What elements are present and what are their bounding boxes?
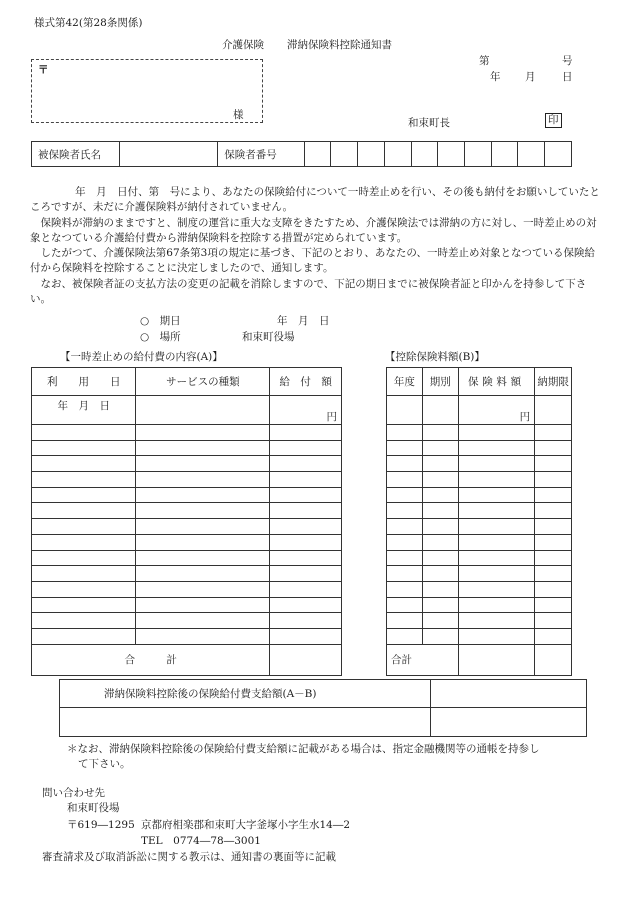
table-row[interactable] (422, 425, 458, 441)
table-row[interactable] (32, 628, 136, 644)
table-row[interactable] (458, 503, 535, 519)
table-row[interactable] (270, 597, 342, 613)
col-due: 納期限 (535, 368, 572, 396)
table-row[interactable] (32, 456, 136, 472)
table-row[interactable] (136, 472, 270, 488)
issuer-name: 和束町長 (408, 117, 450, 129)
number-digit[interactable] (465, 142, 492, 167)
table-row[interactable] (136, 519, 270, 535)
body-text (30, 185, 602, 307)
payment-amount-field[interactable] (60, 708, 431, 737)
table-row[interactable] (422, 396, 458, 425)
note-line-2: て下さい。 (78, 758, 131, 770)
total-amount[interactable] (270, 644, 342, 675)
table-row[interactable] (458, 472, 535, 488)
table-row[interactable] (387, 503, 423, 519)
table-row[interactable] (136, 550, 270, 566)
table-row[interactable] (458, 487, 535, 503)
table-row[interactable] (270, 519, 342, 535)
number-digit[interactable] (438, 142, 465, 167)
table-row[interactable] (458, 550, 535, 566)
date-day: 日 (562, 71, 573, 83)
table-row[interactable] (136, 456, 270, 472)
col-year: 年度 (387, 368, 423, 396)
table-row[interactable] (458, 628, 535, 644)
table-row[interactable] (458, 597, 535, 613)
table-row[interactable] (32, 487, 136, 503)
number-digit[interactable] (545, 142, 572, 167)
table-row[interactable] (535, 519, 572, 535)
table-row[interactable] (270, 472, 342, 488)
col-date: 利 用 日 (32, 368, 136, 396)
table-row[interactable] (32, 613, 136, 629)
table-row[interactable] (136, 597, 270, 613)
table-b (386, 367, 572, 676)
table-row[interactable] (458, 613, 535, 629)
col-premium: 保険料額 (458, 368, 535, 396)
seal-mark: 印 (545, 113, 562, 128)
table-row[interactable] (32, 566, 136, 582)
table-row[interactable] (458, 581, 535, 597)
table-row[interactable] (422, 519, 458, 535)
postal-mark: 〒 (38, 64, 49, 76)
payment-table (59, 679, 587, 737)
table-row[interactable] (270, 487, 342, 503)
table-row[interactable] (32, 597, 136, 613)
table-row[interactable] (270, 396, 342, 425)
total-row-label: 合計 (387, 644, 459, 675)
table-row[interactable] (535, 534, 572, 550)
table-row[interactable] (387, 456, 423, 472)
table-row[interactable] (387, 581, 423, 597)
paragraph-2: 保険料が滞納のままですと、制度の運営に重大な支障をきたすため、介護保険法では滞納の方に対し、一時差止めの対象となつている介護給付費から滞納保険料を控除する措置が定められています。 (30, 216, 597, 244)
table-row[interactable] (270, 581, 342, 597)
table-row[interactable] (387, 425, 423, 441)
document-title: 滞納保険料控除通知書 (287, 39, 392, 51)
number-digit[interactable] (304, 142, 331, 167)
table-row[interactable] (32, 425, 136, 441)
table-row[interactable] (136, 396, 270, 425)
insured-name-field[interactable] (120, 142, 218, 167)
table-row[interactable] (270, 534, 342, 550)
table-row[interactable] (136, 534, 270, 550)
table-row[interactable] (136, 581, 270, 597)
col-service: サービスの種類 (136, 368, 270, 396)
table-row[interactable] (458, 425, 535, 441)
table-row[interactable] (422, 597, 458, 613)
kijitsu-label: ○ 期日 (140, 315, 181, 327)
table-row[interactable] (422, 628, 458, 644)
table-row[interactable] (32, 581, 136, 597)
table-row[interactable] (270, 425, 342, 441)
table-row[interactable] (422, 550, 458, 566)
table-row[interactable] (458, 440, 535, 456)
paragraph-1: 年 月 日付、第 号により、あなたの保険給付について一時差止めを行い、その後も納付をお願いしていたところですが、未だに介護保険料が納付されていません。 (30, 186, 600, 214)
table-row[interactable] (422, 472, 458, 488)
number-digit[interactable] (358, 142, 385, 167)
table-row[interactable] (387, 519, 423, 535)
table-row[interactable] (422, 503, 458, 519)
table-row[interactable] (136, 440, 270, 456)
table-row[interactable] (422, 440, 458, 456)
table-b-title: 【控除保険料額(B)】 (385, 351, 485, 363)
contact-tel: TEL 0774―78―3001 (141, 835, 261, 847)
contact-heading: 問い合わせ先 (42, 787, 105, 799)
table-row[interactable] (136, 425, 270, 441)
number-dai: 第 (479, 55, 490, 67)
table-row[interactable] (136, 487, 270, 503)
table-row[interactable] (387, 613, 423, 629)
table-row[interactable] (458, 519, 535, 535)
table-row[interactable] (458, 396, 535, 425)
total-due[interactable] (535, 644, 572, 675)
paragraph-4: なお、被保険者証の支払方法の変更の記載を消除しますので、下記の期日までに被保険者証と印かんを持参して下さい。 (30, 277, 587, 306)
insured-id-row (31, 141, 572, 167)
kijitsu-value: 年 月 日 (277, 315, 330, 327)
table-row[interactable] (387, 566, 423, 582)
table-row[interactable] (387, 487, 423, 503)
table-row[interactable] (422, 581, 458, 597)
number-digit[interactable] (384, 142, 411, 167)
table-row[interactable] (387, 440, 423, 456)
total-premium[interactable] (458, 644, 535, 675)
table-row[interactable] (535, 472, 572, 488)
table-row[interactable] (422, 566, 458, 582)
table-row[interactable] (387, 472, 423, 488)
date-year: 年 (490, 71, 501, 83)
table-row[interactable] (535, 440, 572, 456)
table-row[interactable] (535, 550, 572, 566)
table-row[interactable] (270, 628, 342, 644)
table-row[interactable] (270, 613, 342, 629)
table-row[interactable] (32, 519, 136, 535)
payment-label: 滞納保険料控除後の保険給付費支給額(A－B) (60, 680, 431, 708)
col-period: 期別 (422, 368, 458, 396)
table-row[interactable] (270, 503, 342, 519)
col-amount: 給 付 額 (270, 368, 342, 396)
table-row[interactable] (535, 628, 572, 644)
table-a (31, 367, 342, 676)
table-row[interactable] (535, 566, 572, 582)
table-row[interactable] (458, 456, 535, 472)
contact-postal: 〒619―1295 (67, 819, 135, 831)
date-month: 月 (525, 71, 536, 83)
table-row[interactable] (458, 566, 535, 582)
table-row[interactable] (535, 456, 572, 472)
number-digit[interactable] (411, 142, 438, 167)
payment-header-cell (431, 680, 587, 708)
yen-label: 円 (326, 411, 337, 423)
table-row[interactable] (32, 534, 136, 550)
table-row[interactable] (136, 613, 270, 629)
note-line-1: ＊なお、滞納保険料控除後の保険給付費支給額に記載がある場合は、指定金融機関等の通帳を持参し (67, 743, 540, 755)
table-row[interactable] (270, 440, 342, 456)
table-row[interactable] (32, 550, 136, 566)
payment-amount-field[interactable] (431, 708, 587, 737)
table-row[interactable] (136, 628, 270, 644)
table-row[interactable] (136, 566, 270, 582)
table-row[interactable] (387, 597, 423, 613)
appeal-notice: 審査請求及び取消訴訟に関する教示は、通知書の裏面等に記載 (42, 851, 336, 863)
paragraph-3: したがつて、介護保険法第67条第3項の規定に基づき、下記のとおり、あなたの、一時差止め対象となつている保険給付から保険料を控除することに決定しましたので、通知します。 (30, 247, 595, 275)
table-row[interactable] (422, 487, 458, 503)
yen-label: 円 (519, 411, 531, 423)
sama-label: 様 (233, 109, 244, 121)
number-digit[interactable] (518, 142, 545, 167)
table-row[interactable] (387, 628, 423, 644)
table-row[interactable] (270, 550, 342, 566)
insured-name-label: 被保険者氏名 (32, 142, 120, 167)
table-row[interactable] (422, 613, 458, 629)
basho-value: 和束町役場 (242, 331, 295, 343)
table-row[interactable] (535, 425, 572, 441)
address-box (31, 59, 263, 123)
table-row[interactable] (422, 534, 458, 550)
table-row[interactable] (387, 534, 423, 550)
table-row[interactable] (32, 472, 136, 488)
basho-label: ○ 場所 (140, 331, 181, 343)
table-row[interactable] (270, 456, 342, 472)
table-row[interactable] (535, 396, 572, 425)
contact-office: 和束町役場 (67, 802, 120, 814)
table-row[interactable] (387, 550, 423, 566)
number-digit[interactable] (331, 142, 358, 167)
number-go: 号 (562, 55, 573, 67)
total-row-label: 合 計 (32, 644, 270, 675)
table-row[interactable] (535, 613, 572, 629)
title-prefix: 介護保険 (222, 39, 264, 51)
table-row[interactable] (535, 597, 572, 613)
table-row[interactable] (535, 581, 572, 597)
first-date: 年 月 日 (57, 400, 110, 412)
contact-address: 京都府相楽郡和束町大字釜塚小字生水14―2 (141, 819, 351, 831)
table-row[interactable] (136, 503, 270, 519)
table-row[interactable] (535, 503, 572, 519)
table-row[interactable] (535, 487, 572, 503)
table-row[interactable] (422, 456, 458, 472)
table-row[interactable] (32, 396, 136, 425)
table-row[interactable] (458, 534, 535, 550)
table-row[interactable] (270, 566, 342, 582)
insurer-number-label: 保険者番号 (218, 142, 304, 167)
table-row[interactable] (387, 396, 423, 425)
table-row[interactable] (32, 503, 136, 519)
form-number: 様式第42(第28条関係) (34, 17, 143, 29)
table-row[interactable] (32, 440, 136, 456)
table-a-title: 【一時差止めの給付費の内容(A)】 (60, 351, 223, 363)
number-digit[interactable] (491, 142, 518, 167)
